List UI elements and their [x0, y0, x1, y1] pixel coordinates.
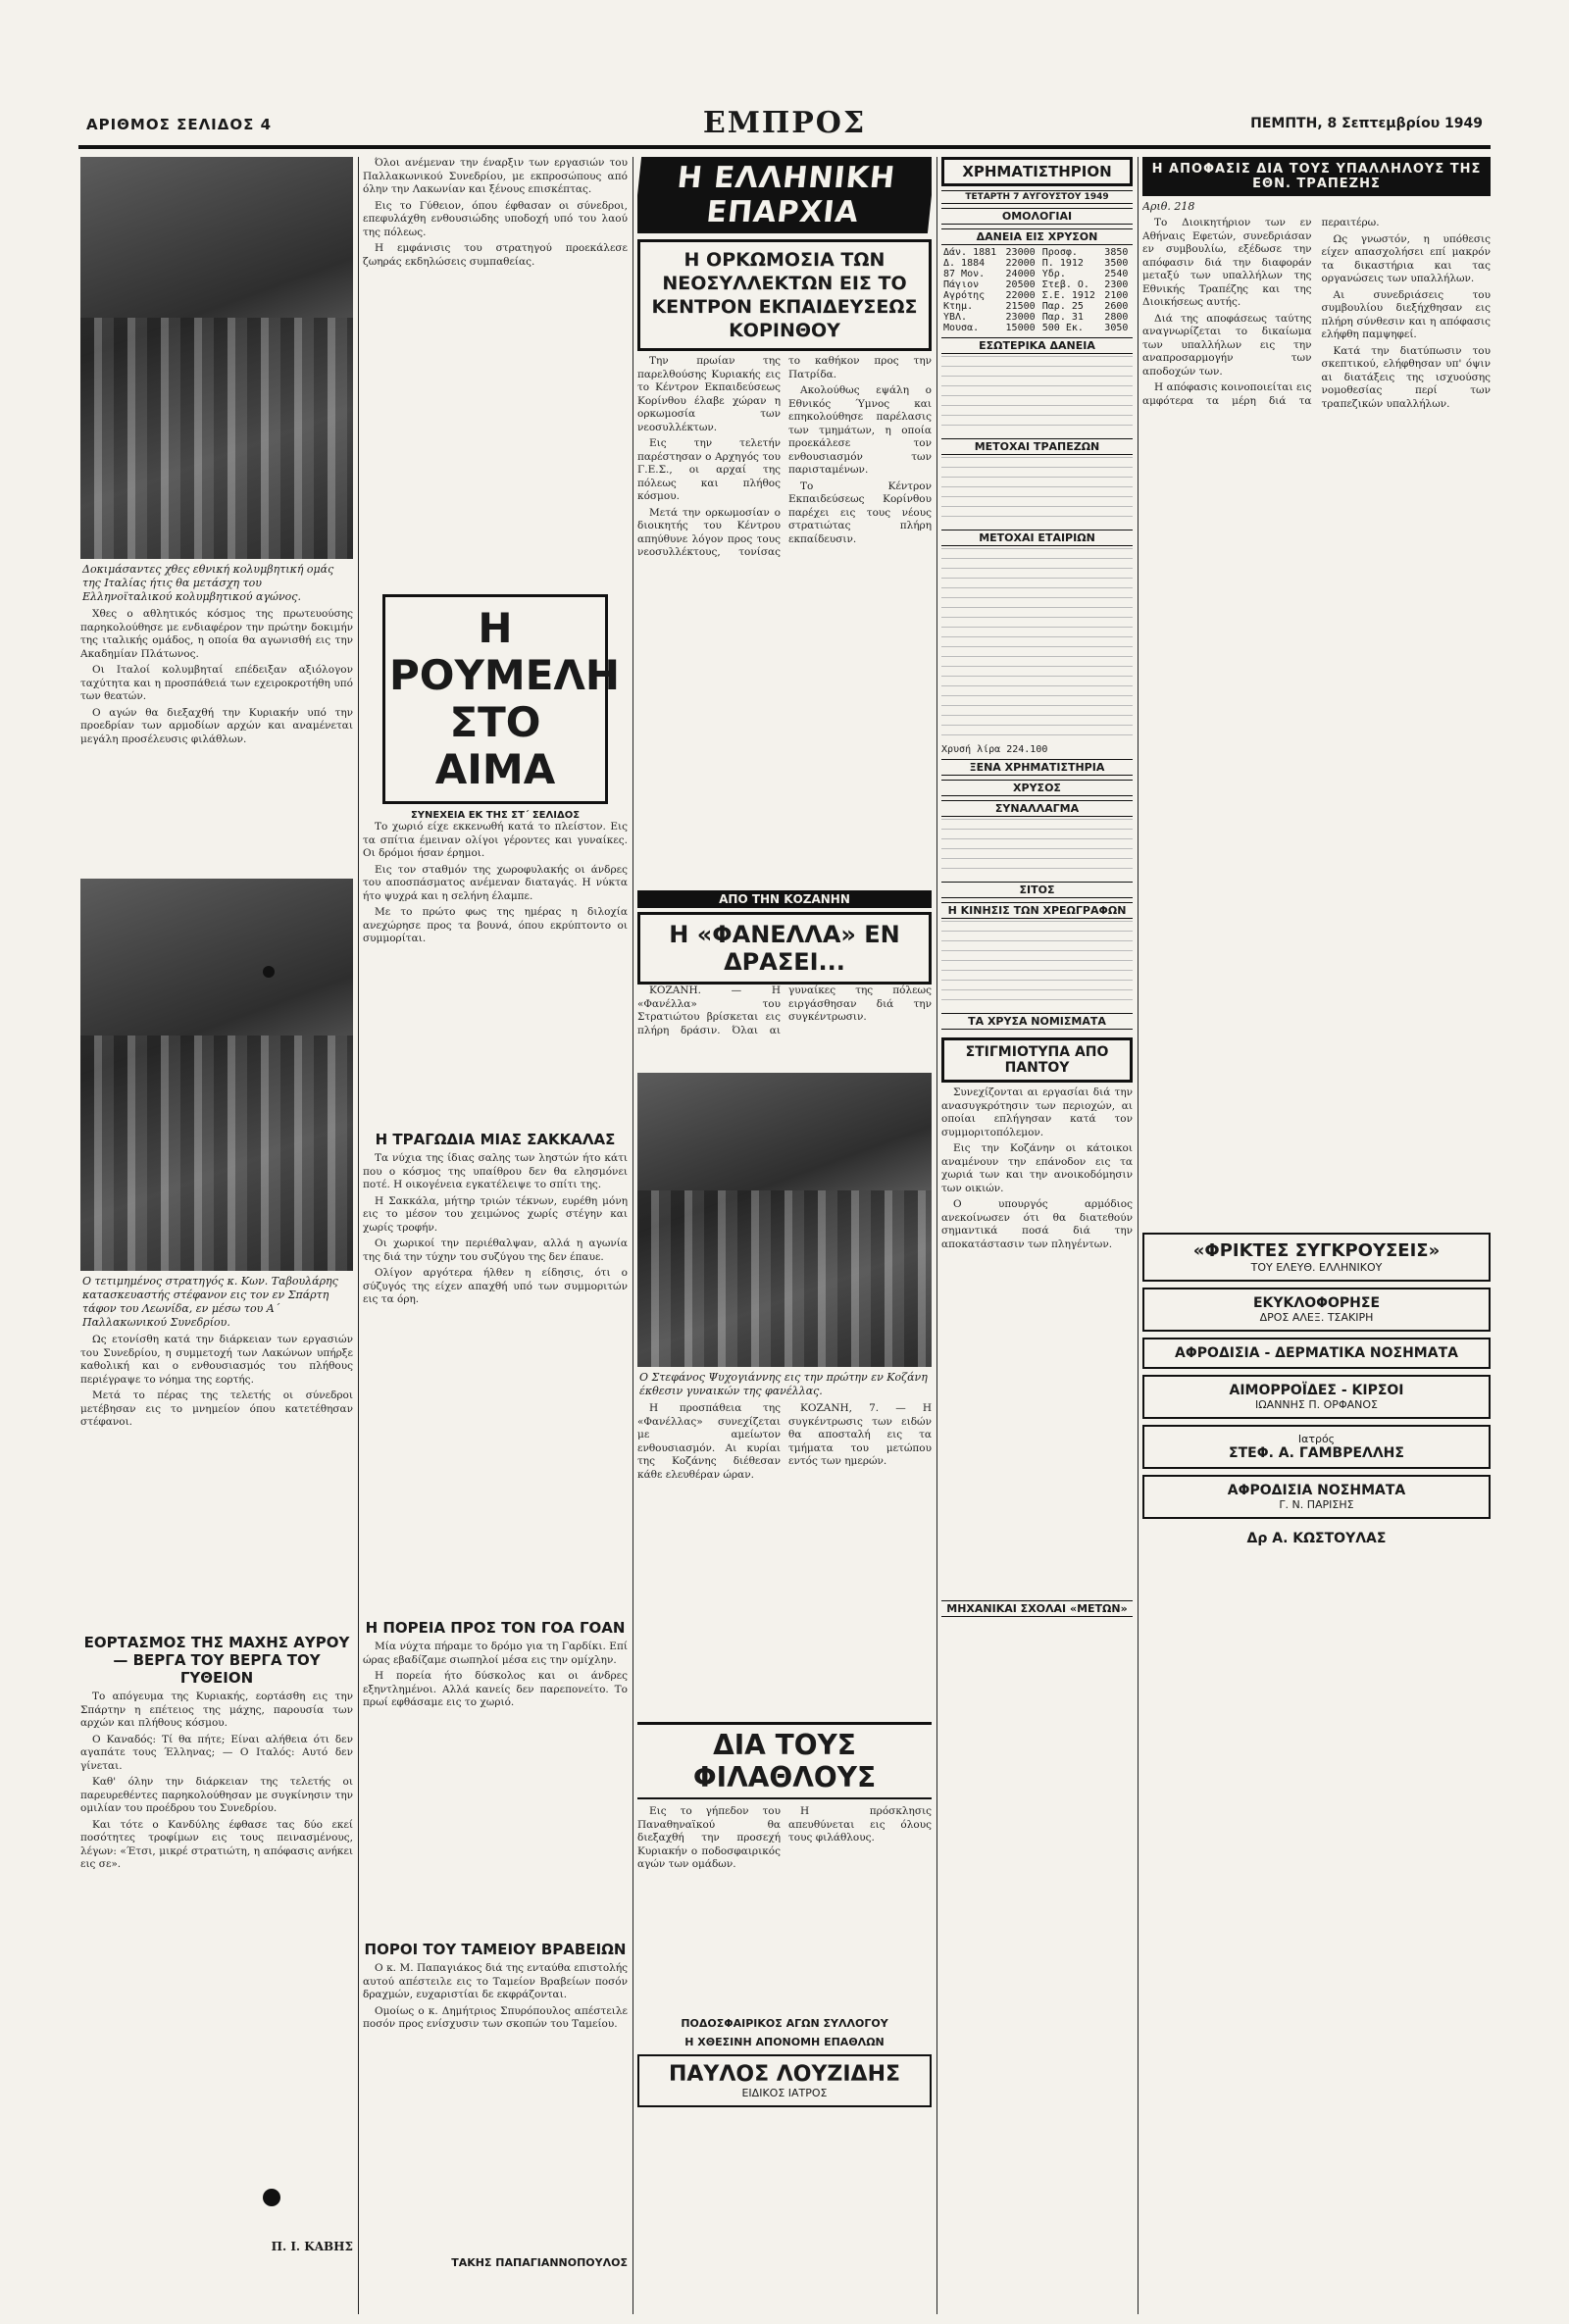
byline: Π. Ι. ΚΑΒΗΣ	[271, 2240, 353, 2253]
kozani-photo	[637, 1073, 932, 1367]
table-cell: 22000	[1005, 258, 1036, 269]
article-text: Ως ετονίσθη κατά την διάρκειαν των εργασιών του Συνεδρίου, η συμμετοχή των Λακώνων υπήρξε καθολική και ο ενθουσιασμός του πλήθους περιέγραψε το νόημα της εορτής. Μετά το πέρας της τελετής οι σύνεδροι μετέβησαν εις το μνημείον όπου κατετέθησαν στέφανοι.	[80, 1334, 353, 1428]
ad-role: ΕΙΔΙΚΟΣ ΙΑΤΡΟΣ	[741, 2087, 828, 2099]
table-row	[941, 312, 1133, 323]
table-row	[941, 247, 1133, 258]
article-text: Το απόγευμα της Κυριακής, εορτάσθη εις την Σπάρτην η επέτειος της μάχης, παρουσία των αρχών και πλήθους κόσμου. Ο Καναδός: Τί θα πήτε; Είναι αλήθεια ότι δεν αγαπάτε τους Έλληνας; — Ο Ιταλός: Αυτό δεν γίνεται. Καθ' όλην την διάρκειαν της τελετής οι παρευρεθέντες παρηκολούθησαν με συγκίνησιν την ομιλίαν του προέδρου του Συνεδρίου. Και τότε ο Κανδύλης έφθασε τας δύο εκεί ποσότητες τροφίμων εις τους πεινασμένους, λέγων: «Έτσι, μικρέ στρατιώτη, η απόφασις ανήκει εις σε».	[80, 1691, 353, 1870]
subheadline: ΠΟΡΟΙ ΤΟΥ ΤΑΜΕΙΟΥ ΒΡΑΒΕΙΩΝ	[364, 1941, 627, 1958]
table-cell: Προσφ.	[1041, 247, 1078, 258]
table-body	[941, 548, 1133, 744]
column-divider	[936, 157, 937, 2314]
swim-team-photo	[80, 157, 353, 559]
column-4	[941, 157, 1133, 2314]
section-banner: ΧΡΗΜΑΤΙΣΤΗΡΙΟΝ	[941, 157, 1133, 186]
sparta-ceremony-photo	[80, 879, 353, 1271]
article-text: Η προσπάθεια της «Φανέλλας» συνεχίζεται με αμείωτον ενθουσιασμόν. Αι κυρίαι της Κοζάνης διέθεσαν κάθε ελευθέραν ώραν. ΚΟΖΑΝΗ, 7. — Η συγκέντρωσις των ειδών θα αποσταλή εις τα τμήματα του μετώπου εντός των ημερών.	[637, 1402, 932, 1481]
masthead	[78, 106, 1491, 149]
table-cell: 3050	[1104, 323, 1129, 333]
column-5	[1142, 157, 1491, 2314]
book-ad	[1142, 1288, 1491, 1332]
table-title: ΜΕΤΟΧΑΙ ΕΤΑΙΡΙΩΝ	[941, 530, 1133, 546]
table-cell: 500 Εκ.	[1041, 323, 1084, 333]
clinic-ad	[1142, 1375, 1491, 1419]
ad-title: ΣΤΕΦ. Α. ΓΑΜΒΡΕΛΛΗΣ	[1229, 1445, 1404, 1461]
table-body	[941, 921, 1133, 1009]
ad-sub: ΤΟΥ ΕΛΕΥΘ. ΕΛΛΗΝΙΚΟΥ	[1250, 1261, 1383, 1274]
headline: Η ΡΟΥΜΕΛΗ ΣΤΟ ΑΙΜΑ	[382, 594, 608, 804]
market-date: ΤΕΤΑΡΤΗ 7 ΑΥΓΟΥΣΤΟΥ 1949	[941, 190, 1133, 204]
clinic-ad	[1142, 1425, 1491, 1469]
ad-title: ΑΦΡΟΔΙΣΙΑ ΝΟΣΗΜΑΤΑ	[1227, 1483, 1406, 1498]
subheadline: ΠΟΔΟΣΦΑΙΡΙΚΟΣ ΑΓΩΝ ΣΥΛΛΟΓΟΥ	[681, 2017, 888, 2030]
subheadline: ΕΟΡΤΑΣΜΟΣ ΤΗΣ ΜΑΧΗΣ ΑΥΡΟΥ — ΒΕΡΓΑ ΤΟΥ ΒΕΡΓΑ ΤΟΥ ΓΥΘΕΙΟΝ	[83, 1634, 350, 1687]
table-title: ΣΥΝΑΛΛΑΓΜΑ	[941, 800, 1133, 817]
article-text: Όλοι ανέμεναν την έναρξιν των εργασιών του Παλλακωνικού Συνεδρίου, με εκπροσώπους από όλην την Λακωνίαν και ξένους επισκέπτας. Εις το Γύθειον, όπου έφθασαν οι σύνεδροι, επεφυλάχθη ενθουσιώδης υποδοχή υπό του λαού της πόλεως. Η εμφάνισις του στρατηγού προεκάλεσε ζωηράς εκδηλώσεις συμπαθείας.	[363, 157, 628, 268]
column-divider	[1138, 157, 1139, 2314]
table-cell: 23000	[1005, 312, 1036, 323]
continued-label: ΣΥΝΕΧΕΙΑ ΕΚ ΤΗΣ ΣΤ΄ ΣΕΛΙΔΟΣ	[410, 810, 581, 821]
gold-price: Χρυσή λίρα 224.100	[941, 744, 1048, 755]
section-banner: Η ΕΛΛΗΝΙΚΗ ΕΠΑΡΧΙΑ	[637, 157, 932, 233]
table-cell: 2540	[1104, 269, 1129, 279]
table-title: ΞΕΝΑ ΧΡΗΜΑΤΙΣΤΗΡΙΑ	[941, 759, 1133, 776]
table-title: ΧΡΥΣΟΣ	[941, 780, 1133, 796]
ad-sub: ΙΩΑΝΝΗΣ Π. ΟΡΦΑΝΟΣ	[1255, 1398, 1378, 1411]
article-text: Την πρωίαν της παρελθούσης Κυριακής εις το Κέντρον Εκπαιδεύσεως Κορίνθου έλαβε χώραν η ορκωμοσία των νεοσυλλέκτων. Εις την τελετήν παρέστησαν ο Αρχηγός του Γ.Ε.Σ., οι αρχαί της πόλεως και πλήθος κόσμου. Μετά την ορκωμοσίαν ο διοικητής του Κέντρου απηύθυνε λόγον προς τους νεοσυλλέκτους, τονίσας το καθήκον προς την Πατρίδα. Ακολούθως εψάλη ο Εθνικός Ύμνος και επηκολούθησε παρέλασις των τμημάτων, η οποία προεκάλεσε τον ενθουσιασμόν των παρισταμένων. Το Κέντρον Εκπαιδεύσεως Κορίνθου παρέχει εις τους νέους στρατιώτας πλήρη εκπαίδευσιν.	[637, 355, 932, 558]
table-row	[941, 258, 1133, 269]
table-cell: 21500	[1005, 301, 1036, 312]
headline: ΔΙΑ ΤΟΥΣ ΦΙΛΑΘΛΟΥΣ	[637, 1722, 932, 1799]
table-cell: Παρ. 31	[1041, 312, 1084, 323]
headline: Η «ΦΑΝΕΛΛΑ» ΕΝ ΔΡΑΣΕΙ...	[637, 912, 932, 985]
clinic-ad	[1142, 1475, 1491, 1519]
table-cell: 23000	[1005, 247, 1036, 258]
subheadline: Η ΤΡΑΓΩΔΙΑ ΜΙΑΣ ΣΑΚΚΑΛΑΣ	[375, 1131, 616, 1148]
table-cell: Δάν. 1881	[943, 247, 997, 258]
ad-title: ΑΙΜΟΡΡΟΪΔΕΣ - ΚΙΡΣΟΙ	[1229, 1383, 1404, 1398]
table-cell: Πάγιον	[943, 279, 980, 290]
table-cell: 20500	[1005, 279, 1036, 290]
table-cell: 2100	[1104, 290, 1129, 301]
table-cell: Π. 1912	[1041, 258, 1084, 269]
table-body	[941, 457, 1133, 526]
page-number-label: ΑΡΙΘΜΟΣ ΣΕΛΙΔΟΣ 4	[86, 116, 273, 133]
table-row	[941, 269, 1133, 279]
headline: ΣΤΙΓΜΙΟΤΥΠΑ ΑΠΟ ΠΑΝΤΟΥ	[941, 1037, 1133, 1083]
table-cell: 3500	[1104, 258, 1129, 269]
doctor-ad	[637, 2054, 932, 2107]
article-text: Το Διοικητήριον των εν Αθήναις Εφετών, συνεδριάσαν εν συμβουλίω, εξέδωσε την απόφασιν διά την διαφοράν μεταξύ των υπαλλήλων της Εθνικής Τραπέζης και της Διοικήσεως αυτής. Διά της αποφάσεως ταύτης αναγνωρίζεται το δικαίωμα των υπαλλήλων εις την αναπροσαρμογήν των αποδοχών των. Η απόφασις κοινοποιείται εις αμφότερα τα μέρη διά τα περαιτέρω. Ως γνωστόν, η υπόθεσις είχεν απασχολήσει επί μακρόν τα δικαστήρια και τας οργανώσεις των υπαλλήλων. Αι συνεδριάσεις του συμβουλίου διεξήχθησαν εις πλήρη σύνθεσιν και η απόφασις ελήφθη παμψηφεί. Κατά την διατύπωσιν του σκεπτικού, ελήφθησαν υπ' όψιν αι διατάξεις της ισχυούσης νομοθεσίας περί των τραπεζικών υπαλλήλων.	[1142, 217, 1491, 410]
table-title: ΤΑ ΧΡΥΣΑ ΝΟΜΙΣΜΑΤΑ	[941, 1013, 1133, 1030]
table-title: ΟΜΟΛΟΓΙΑΙ	[941, 208, 1133, 225]
novel-ad	[1142, 1233, 1491, 1282]
table-cell: Αγρότης	[943, 290, 986, 301]
table-title: ΕΣΩΤΕΡΙΚΑ ΔΑΝΕΙΑ	[941, 337, 1133, 354]
table-cell: ΥΒΛ.	[943, 312, 968, 323]
ad-sub: Ιατρός	[1297, 1433, 1336, 1445]
table-title: ΜΗΧΑΝΙΚΑΙ ΣΧΟΛΑΙ «ΜΕΤΩΝ»	[941, 1600, 1133, 1617]
table-cell: Υδρ.	[1041, 269, 1066, 279]
issue-date: ΠΕΜΠΤΗ, 8 Σεπτεμβρίου 1949	[1250, 116, 1483, 131]
photo-caption: Ο Στεφάνος Ψυχογιάννης εις την πρώτην εν Κοζάνη έκθεσιν γυναικών της φανέλλας.	[639, 1371, 928, 1397]
byline: ΤΑΚΗΣ ΠΑΠΑΓΙΑΝΝΟΠΟΥΛΟΣ	[451, 2256, 628, 2269]
photo2-caption: Ο τετιμημένος στρατηγός κ. Κων. Ταβουλάρης κατασκευαστής στέφανον εις τον εν Σπάρτη τάφον του Λεωνίδα, εν μέσω του Α΄ Παλλακωνικού Συνεδρίου.	[82, 1275, 338, 1329]
subheadline: Η ΠΟΡΕΙΑ ΠΡΟΣ ΤΟΝ ΓΟΑ ΓΟΑΝ	[365, 1619, 626, 1637]
table-cell: 3850	[1104, 247, 1129, 258]
reference-number: Αριθ. 218	[1142, 200, 1195, 213]
article-text: Τα νύχια της ίδιας σαλης των ληστών ήτο κάτι που ο κόσμος της υπαίθρου δεν θα ελησμόνει ποτέ. Η οικογένεια εγκατέλειψε το σπίτι της. Η Σακκάλα, μήτηρ τριών τέκνων, ευρέθη μόνη εις το μέσον του χειμώνος χωρίς στέγην και χωρίς τροφήν. Οι χωρικοί την περιέθαλψαν, αλλά η αγωνία της διά την τύχην του συζύγου της δεν έπαυε. Ολίγον αργότερα ήλθεν η είδησις, ότι ο σύζυγός της είχεν απαχθή υπό των συμμοριτών εις τα όρη.	[363, 1152, 628, 1305]
article-text: Συνεχίζονται αι εργασίαι διά την ανασυγκρότησιν των περιοχών, αι οποίαι επλήγησαν κατά τον συμμοριτοπόλεμον. Εις την Κοζάνην οι κάτοικοι αναμένουν την επάνοδον εις τα χωριά των και την ανοικοδόμησιν των οικιών. Ο υπουργός αρμόδιος ανεκοίνωσεν ότι θα διατεθούν σημαντικά ποσά διά την αποκατάστασιν των πληγέντων.	[941, 1086, 1133, 1250]
table-body	[941, 356, 1133, 434]
table-cell: 22000	[1005, 290, 1036, 301]
table-row	[941, 301, 1133, 312]
table-title: ΔΑΝΕΙΑ ΕΙΣ ΧΡΥΣΟΝ	[941, 228, 1133, 245]
section-banner: Η ΑΠΟΦΑΣΙΣ ΔΙΑ ΤΟΥΣ ΥΠΑΛΛΗΛΟΥΣ ΤΗΣ ΕΘΝ. ΤΡΑΠΕΖΗΣ	[1142, 157, 1491, 196]
table-body	[941, 819, 1133, 878]
table-row	[941, 279, 1133, 290]
ad-name: ΠΑΥΛΟΣ ΛΟΥΖΙΔΗΣ	[668, 2062, 901, 2087]
table-cell: 2300	[1104, 279, 1129, 290]
article-text: Μία νύχτα πήραμε το δρόμο για τη Γαρδίκι. Επί ώρας εβαδίζαμε σιωπηλοί μέσα εις την ομίχλην. Η πορεία ήτο δύσκολος και οι άνδρες εξηντλημένοι. Αλλά κανείς δεν παρεπονείτο. Το πρωί εφθάσαμε εις το χωριό.	[363, 1641, 628, 1708]
newspaper-title: ΕΜΠΡΟΣ	[702, 106, 867, 140]
subheadline: Η ΧΘΕΣΙΝΗ ΑΠΟΝΟΜΗ ΕΠΑΘΛΩΝ	[684, 2036, 885, 2048]
table-cell: Κτημ.	[943, 301, 974, 312]
ink-blot	[263, 966, 275, 978]
ad-title: ΑΦΡΟΔΙΣΙΑ - ΔΕΡΜΑΤΙΚΑ ΝΟΣΗΜΑΤΑ	[1175, 1345, 1458, 1361]
table-cell: Παρ. 25	[1041, 301, 1084, 312]
article-text: Χθες ο αθλητικός κόσμος της πρωτευούσης παρηκολούθησε με ενδιαφέρον την πρώτην δοκιμήν της ιταλικής ομάδος, η οποία θα αγωνισθή εις την Ακαδημίαν Πλάτωνος. Οι Ιταλοί κολυμβηταί επέδειξαν αξιόλογον ταχύτητα και η προσπάθειά των εχειροκροτήθη υπό των θεατών. Ο αγών θα διεξαχθή την Κυριακήν υπό την προεδρίαν των αρμοδίων αρχών και αναμένεται μεγάλη προσέλευσις φιλάθλων.	[80, 608, 353, 745]
ink-blot	[263, 2189, 280, 2206]
table-cell: 2600	[1104, 301, 1129, 312]
bonds-table	[941, 247, 1133, 333]
table-cell: 2800	[1104, 312, 1129, 323]
ad-title: Δρ Α. ΚΩΣΤΟΥΛΑΣ	[1246, 1531, 1387, 1546]
table-cell: 24000	[1005, 269, 1036, 279]
article-text: Ο κ. Μ. Παπαγιάκος διά της ενταύθα επιστολής αυτού απέστειλε εις το Ταμείον Βραβείων ποσόν δραχμών, ευχαριστίαι δε εκφράζονται. Ομοίως ο κ. Δημήτριος Σπυρόπουλος απέστειλε ποσόν προς ενίσχυσιν των σκοπών του Ταμείου.	[363, 1962, 628, 2030]
article-text: ΚΟΖΑΝΗ. — Η «Φανέλλα» του Στρατιώτου βρίσκεται εις πλήρη δράσιν. Όλαι αι γυναίκες της πόλεως ειργάσθησαν διά την συγκέντρωσιν.	[637, 985, 932, 1036]
table-cell: Δ. 1884	[943, 258, 986, 269]
ad-sub: Γ. Ν. ΠΑΡΙΣΗΣ	[1279, 1498, 1354, 1511]
column-3	[637, 157, 932, 2314]
table-row	[941, 323, 1133, 333]
ad-title: ΕΚΥΚΛΟΦΟΡΗΣΕ	[1252, 1295, 1381, 1311]
column-2	[363, 157, 628, 2314]
column-1	[80, 157, 353, 2314]
photo-caption: Δοκιμάσαντες χθες εθνική κολυμβητική ομάς της Ιταλίας ήτις θα μετάσχη του Ελληνοϊταλικού κολυμβητικού αγώνος.	[82, 563, 334, 603]
table-title: ΣΙΤΟΣ	[941, 882, 1133, 898]
article-text: Εις το γήπεδον του Παναθηναϊκού θα διεξαχθή την προσεχή Κυριακήν ο ποδοσφαιρικός αγών των ομάδων. Η πρόσκλησις απευθύνεται εις όλους τους φιλάθλους.	[637, 1805, 932, 1870]
table-row	[941, 290, 1133, 301]
column-divider	[358, 157, 359, 2314]
headline: Η ΟΡΚΩΜΟΣΙΑ ΤΩΝ ΝΕΟΣΥΛΛΕΚΤΩΝ ΕΙΣ ΤΟ ΚΕΝΤΡΟΝ ΕΚΠΑΙΔΕΥΣΕΩΣ ΚΟΡΙΝΘΟΥ	[637, 239, 932, 351]
table-cell: Σ.Ε. 1912	[1041, 290, 1095, 301]
clinic-ad	[1142, 1338, 1491, 1369]
table-cell: Στεβ. Ο.	[1041, 279, 1089, 290]
clinic-ad	[1142, 1525, 1491, 1552]
table-cell: 15000	[1005, 323, 1036, 333]
ad-sub: ΔΡΟΣ ΑΛΕΞ. ΤΣΑΚΙΡΗ	[1259, 1311, 1374, 1324]
table-cell: Μουσα.	[943, 323, 980, 333]
article-text: Το χωριό είχε εκκενωθή κατά το πλείστον. Εις τα σπίτια έμειναν ολίγοι γέροντες και γυναίκες. Οι δρόμοι ήσαν έρημοι. Εις τον σταθμόν της χωροφυλακής οι άνδρες του αποσπάσματος ανέμεναν διαταγάς. Η νύκτα ήτο ψυχρά και η σελήνη έλαμπε. Με το πρώτο φως της ημέρας η διλοχία ανεχώρησε προς τα βουνά, όπου εκρύπτοντο οι συμμορίται.	[363, 821, 628, 944]
section-kicker: ΑΠΟ ΤΗΝ ΚΟΖΑΝΗΝ	[637, 890, 932, 908]
table-cell: 87 Μον.	[943, 269, 986, 279]
table-title: Η ΚΙΝΗΣΙΣ ΤΩΝ ΧΡΕΩΓΡΑΦΩΝ	[941, 902, 1133, 919]
table-title: ΜΕΤΟΧΑΙ ΤΡΑΠΕΖΩΝ	[941, 438, 1133, 455]
ad-title: «ΦΡΙΚΤΕΣ ΣΥΓΚΡΟΥΣΕΙΣ»	[1192, 1240, 1441, 1261]
